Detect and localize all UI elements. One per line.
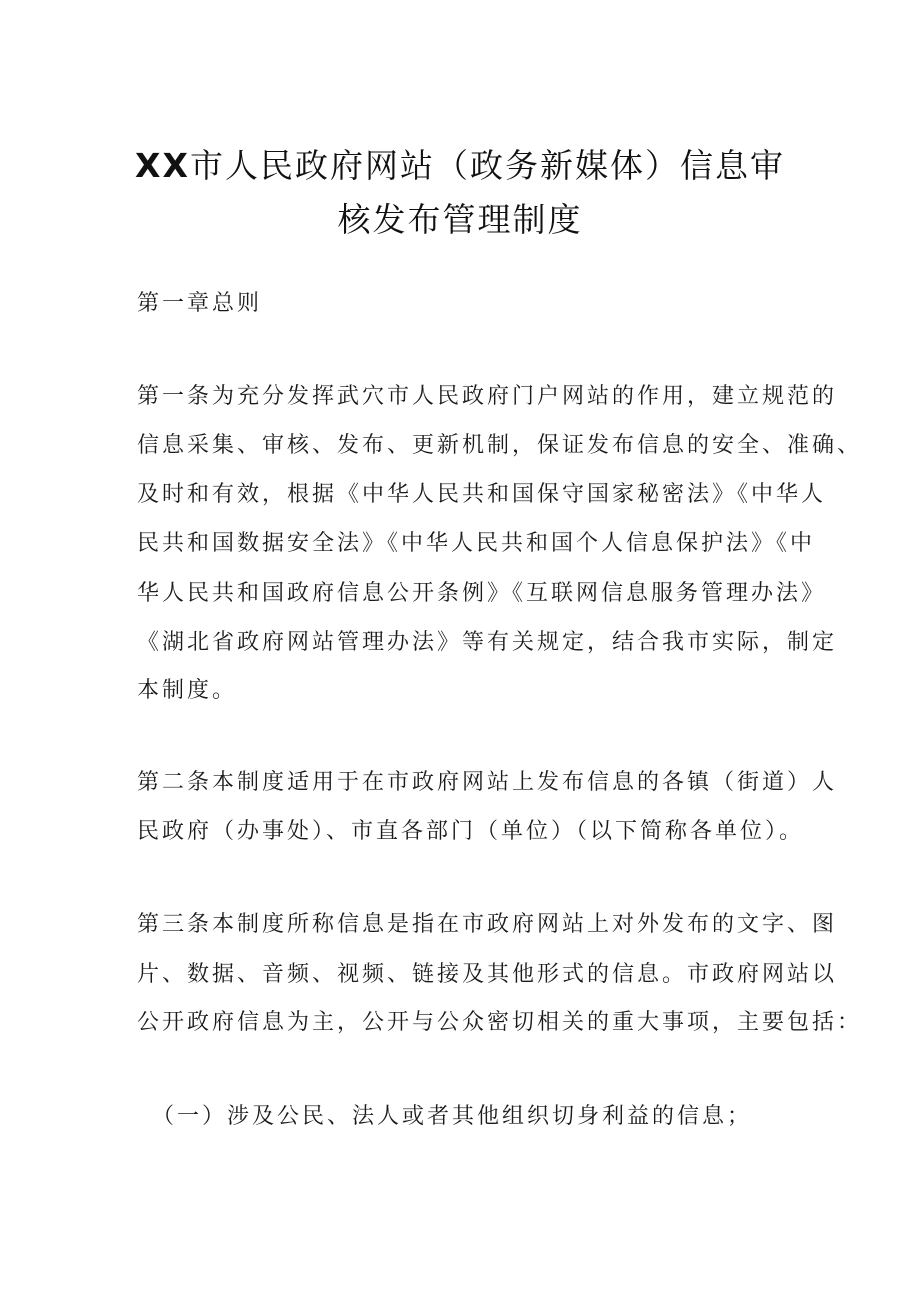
chapter-heading: 第一章总则 [137, 291, 263, 316]
article-3-line: 第三条本制度所称信息是指在市政府网站上对外发布的文字、图 [137, 912, 838, 937]
article-1-line: 民共和国数据安全法》《中华人民共和国个人信息保护法》《中 [137, 531, 816, 556]
document-title-line-2: 核发布管理制度 [337, 200, 583, 239]
article-1-line: 第一条为充分发挥武穴市人民政府门户网站的作用，建立规范的 [137, 384, 838, 409]
document-title-line-1 [120, 142, 800, 190]
article-1-line: 信息采集、审核、发布、更新机制，保证发布信息的安全、准确、 [137, 433, 863, 458]
list-item-1: （一）涉及公民、法人或者其他组织切身利益的信息； [152, 1104, 753, 1129]
article-1-line: 《湖北省政府网站管理办法》等有关规定，结合我市实际，制定 [137, 630, 838, 655]
article-1-line: 及时和有效，根据《中华人民共和国保守国家秘密法》《中华人 [137, 482, 827, 507]
article-2-line: 第二条本制度适用于在市政府网站上发布信息的各镇（街道）人 [137, 770, 838, 795]
title-text: 市人民政府网站（政务新媒体）信息审 [189, 146, 785, 185]
title-prefix: XX [135, 146, 190, 185]
article-3-line: 片、数据、音频、视频、链接及其他形式的信息。市政府网站以 [137, 962, 838, 987]
article-1-line: 本制度。 [137, 678, 238, 703]
article-1-line: 华人民共和国政府信息公开条例》《互联网信息服务管理办法》 [137, 581, 827, 606]
article-2-line: 民政府（办事处）、市直各部门（单位）（以下简称各单位）。 [137, 819, 805, 844]
article-3-line: 公开政府信息为主，公开与公众密切相关的重大事项，主要包括： [137, 1010, 863, 1035]
